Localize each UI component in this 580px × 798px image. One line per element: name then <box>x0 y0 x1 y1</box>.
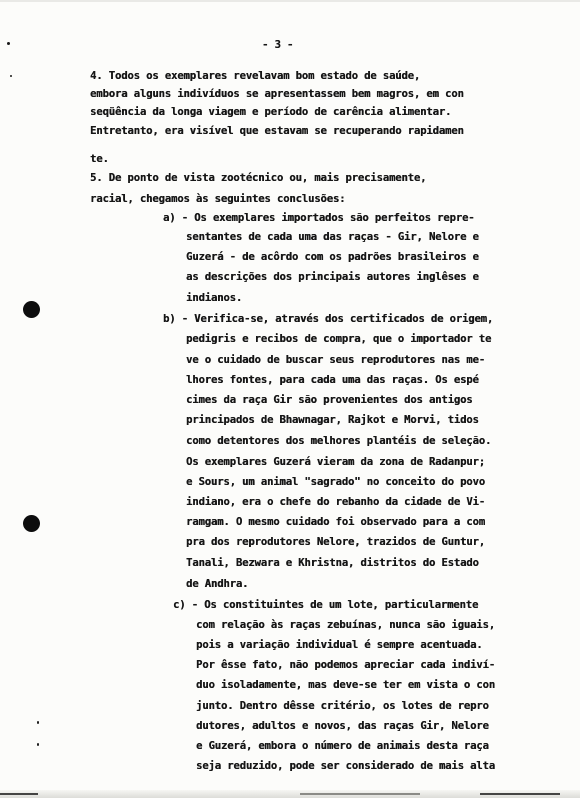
text-line: Entretanto, era visível que estavam se recuperando rapidamen <box>90 125 464 137</box>
text-line: principados de Bhawnagar, Rajkot e Morvi, tidos <box>186 414 479 426</box>
scan-edge-mark <box>0 793 38 795</box>
text-line: junto. Dentro dêsse critério, os lotes de repro <box>196 700 489 712</box>
text-line: cimes da raça Gir são provenientes dos antigos <box>186 394 473 406</box>
text-line: duo isoladamente, mas deve-se ter em vista o con <box>196 679 495 691</box>
text-line: 5. De ponto de vista zootécnico ou, mais precisamente, <box>90 172 427 184</box>
text-line: racial, chegamos às seguintes conclusões: <box>90 193 346 205</box>
page-number: - 3 - <box>262 39 294 51</box>
text-line: a) - Os exemplares importados são perfeitos repre- <box>163 212 475 224</box>
text-line: b) - Verifica-se, através dos certificados de origem, <box>163 313 494 325</box>
text-line: as descrições dos principais autores inglêses e <box>186 271 479 283</box>
scan-speck <box>37 743 39 746</box>
text-line: indiano, era o chefe do rebanho da cidade de Vi- <box>186 496 485 508</box>
text-line: Tanali, Bezwara e Khristna, distritos do Estado <box>186 557 479 569</box>
scan-speck <box>37 721 39 724</box>
scan-top-edge <box>0 0 580 2</box>
text-line: ramgam. O mesmo cuidado foi observado para a com <box>186 516 485 528</box>
text-line: com relação às raças zebuínas, nunca são iguais, <box>196 619 495 631</box>
scan-speck <box>10 75 12 77</box>
text-line: c) - Os constituintes de um lote, particularmente <box>173 599 479 611</box>
text-line: seqüência da longa viagem e período de carência alimentar. <box>90 106 452 118</box>
text-line: como detentores dos melhores plantéis de seleção. <box>186 435 492 447</box>
text-line: pedigris e recibos de compra, que o importador te <box>186 333 492 345</box>
text-line: ve o cuidado de buscar seus reprodutores nas me- <box>186 354 485 366</box>
text-line: de Andhra. <box>186 578 249 590</box>
text-line: pra dos reprodutores Nelore, trazidos de Guntur, <box>186 536 485 548</box>
text-line: e Sours, um animal "sagrado" no conceito do povo <box>186 476 485 488</box>
text-line: e Guzerá, embora o número de animais desta raça <box>196 740 489 752</box>
text-line: 4. Todos os exemplares revelavam bom estado de saúde, <box>90 70 421 82</box>
text-line: seja reduzido, pode ser considerado de mais alta <box>196 760 495 772</box>
scan-edge-mark <box>300 793 420 795</box>
scan-speck <box>7 42 10 45</box>
punch-hole-upper <box>23 301 40 318</box>
text-line: indianos. <box>186 292 243 304</box>
text-line: sentantes de cada uma das raças - Gir, Nelore e <box>186 231 479 243</box>
text-line: lhores fontes, para cada uma das raças. Os espé <box>186 374 479 386</box>
text-line: Os exemplares Guzerá vieram da zona de Radanpur; <box>186 456 485 468</box>
scan-edge-mark <box>480 793 560 795</box>
text-line: embora alguns indivíduos se apresentassem bem magros, em con <box>90 88 464 100</box>
text-line: pois a variação individual é sempre acentuada. <box>196 639 483 651</box>
text-line: Guzerá - de acôrdo com os padrões brasileiros e <box>186 251 479 263</box>
punch-hole-lower <box>23 515 40 532</box>
text-line: Por êsse fato, não podemos apreciar cada indiví- <box>196 659 495 671</box>
text-line: dutores, adultos e novos, das raças Gir, Nelore <box>196 720 489 732</box>
text-line: te. <box>90 153 109 165</box>
